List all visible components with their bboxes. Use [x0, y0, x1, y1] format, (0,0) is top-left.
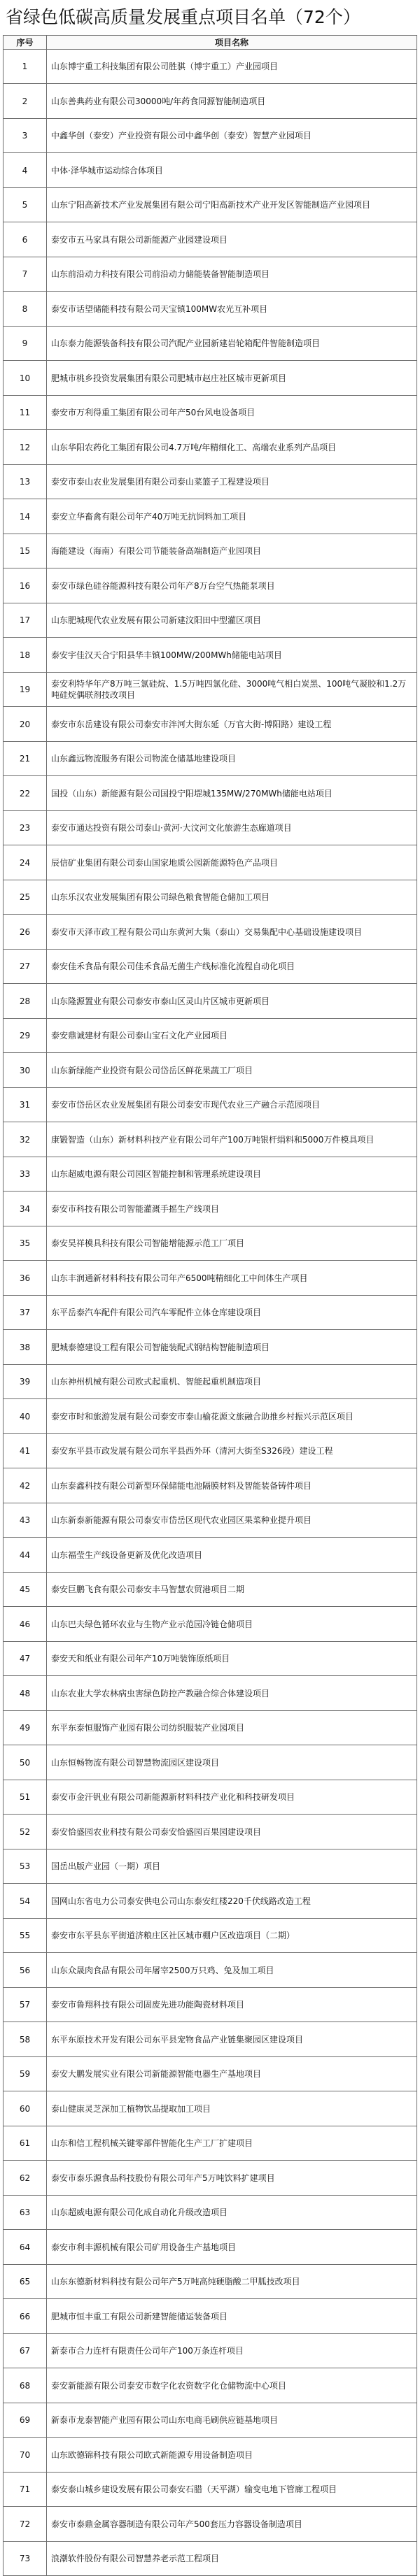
table-row	[4, 119, 417, 153]
project-name: 山东欧德锦科技有限公司欧式新能源专用设备制造项目	[47, 2438, 417, 2473]
project-name: 山东农业大学农林病虫害绿色防控产教融合综合体建设项目	[47, 1676, 417, 1711]
project-name: 中体·泽华城市运动综合体项目	[47, 153, 417, 188]
row-number: 25	[4, 880, 47, 915]
project-name: 肥城市桃乡投资发展集团有限公司肥城市赵庄社区城市更新项目	[47, 361, 417, 396]
row-number: 55	[4, 1919, 47, 1953]
table-row	[4, 742, 417, 776]
table-row	[4, 1157, 417, 1192]
project-name: 泰安佳禾食品有限公司佳禾食品无菌生产线标准化流程自动化项目	[47, 950, 417, 984]
table-row	[4, 880, 417, 915]
table-row	[4, 1192, 417, 1226]
row-number: 40	[4, 1399, 47, 1434]
row-number: 11	[4, 396, 47, 430]
row-number: 6	[4, 222, 47, 257]
row-number: 60	[4, 2091, 47, 2126]
row-number: 26	[4, 915, 47, 950]
project-name: 山东和信工程机械关键零部件智能化生产工厂扩建项目	[47, 2126, 417, 2161]
table-row	[4, 361, 417, 396]
table-row	[4, 1849, 417, 1884]
project-name: 泰安市金汗钒业有限公司新能源新材料科技产业化和科技研发项目	[47, 1780, 417, 1815]
table-row	[4, 188, 417, 222]
row-number: 71	[4, 2473, 47, 2507]
table-row	[4, 2334, 417, 2368]
row-number: 64	[4, 2230, 47, 2265]
project-name: 山东宁阳高新技术产业发展集团有限公司宁阳高新技术产业开发区智能制造产业园项目	[47, 188, 417, 222]
table-row	[4, 2473, 417, 2507]
table-row	[4, 811, 417, 845]
table-row	[4, 2022, 417, 2057]
project-name: 泰安鼎诚建材有限公司泰山宝石文化产业园项目	[47, 1019, 417, 1053]
table-row	[4, 603, 417, 638]
project-name: 泰安宇佳汉天合宁阳县华丰镇100MW/200MWh储能电站项目	[47, 638, 417, 673]
table-row	[4, 673, 417, 707]
row-number: 59	[4, 2057, 47, 2091]
row-number: 46	[4, 1607, 47, 1642]
table-row	[4, 1988, 417, 2022]
project-name: 泰安市泰乐源食品科技股份有限公司年产5万吨饮料扩建项目	[47, 2161, 417, 2196]
row-number: 41	[4, 1434, 47, 1468]
row-number: 28	[4, 984, 47, 1019]
project-name: 泰安泰山城乡建设发展有限公司泰安石腊（天平湖）输变电地下管廊工程项目	[47, 2473, 417, 2507]
project-name: 山东泰鑫科技有限公司新型环保储能电池隔膜材料及智能装备铸件项目	[47, 1468, 417, 1503]
project-name: 泰安巨鹏飞食有限公司泰安丰马智慧农贸港项目二期	[47, 1573, 417, 1607]
row-number: 56	[4, 1953, 47, 1988]
row-number: 16	[4, 568, 47, 603]
project-name: 山东福莹生产线设备更新及优化改造项目	[47, 1538, 417, 1573]
table-row	[4, 1434, 417, 1468]
project-name: 泰安市话望储能科技有限公司天宝镇100MW农光互补项目	[47, 292, 417, 327]
table-row	[4, 396, 417, 430]
row-number: 50	[4, 1745, 47, 1780]
row-number: 20	[4, 707, 47, 742]
table-row	[4, 2438, 417, 2473]
row-number: 14	[4, 499, 47, 534]
table-row	[4, 1019, 417, 1053]
table-header-row	[4, 36, 417, 50]
table-row	[4, 845, 417, 880]
project-name: 山东众晟肉食品有限公司年屠宰2500万只鸡、兔及加工项目	[47, 1953, 417, 1988]
table-row	[4, 776, 417, 811]
table-row	[4, 1088, 417, 1122]
project-name: 山东新绿能产业投资有限公司岱岳区鲜花果蔬工厂项目	[47, 1053, 417, 1088]
project-name: 泰安天和纸业有限公司年产10万吨装饰原纸项目	[47, 1642, 417, 1676]
project-name: 泰安市泰鼎金属容器制造有限公司年产500套压力容器设备制造项目	[47, 2507, 417, 2542]
table-row	[4, 1296, 417, 1330]
project-name: 肥城市恒丰重工有限公司新建智能储运装备项目	[47, 2299, 417, 2334]
project-name: 山东超威电源有限公司化成自动化升级改造项目	[47, 2196, 417, 2230]
row-number: 47	[4, 1642, 47, 1676]
table-row	[4, 292, 417, 327]
row-number: 21	[4, 742, 47, 776]
table-row	[4, 1711, 417, 1745]
row-number: 61	[4, 2126, 47, 2161]
row-number: 12	[4, 430, 47, 465]
row-number: 30	[4, 1053, 47, 1088]
table-row	[4, 1607, 417, 1642]
row-number: 72	[4, 2507, 47, 2542]
row-number: 70	[4, 2438, 47, 2473]
row-number: 37	[4, 1296, 47, 1330]
row-number: 9	[4, 327, 47, 361]
project-name: 海能建设（海南）有限公司节能装备高端制造产业园项目	[47, 534, 417, 568]
row-number: 52	[4, 1815, 47, 1849]
table-row	[4, 2265, 417, 2299]
table-row	[4, 1884, 417, 1919]
table-row	[4, 2299, 417, 2334]
project-name: 泰安市科技有限公司智能灌溉手摇生产线项目	[47, 1192, 417, 1226]
row-number: 27	[4, 950, 47, 984]
row-number: 54	[4, 1884, 47, 1919]
project-name: 东平岳泰汽车配件有限公司汽车零配件立体仓库建设项目	[47, 1296, 417, 1330]
project-name: 泰安大鹏发展实业有限公司新能源智能电器生产基地项目	[47, 2057, 417, 2091]
column-header-no: 序号	[4, 36, 47, 50]
row-number: 49	[4, 1711, 47, 1745]
table-row	[4, 1745, 417, 1780]
table-row	[4, 2507, 417, 2542]
project-name: 泰安昊祥模具科技有限公司智能增能源示范工厂项目	[47, 1226, 417, 1261]
project-name: 泰安立华畜禽有限公司年产40万吨无抗饲料加工项目	[47, 499, 417, 534]
row-number: 17	[4, 603, 47, 638]
table-row	[4, 222, 417, 257]
table-row	[4, 1468, 417, 1503]
row-number: 5	[4, 188, 47, 222]
table-row	[4, 950, 417, 984]
project-name: 泰安市五马家具有限公司新能源产业园建设项目	[47, 222, 417, 257]
table-row	[4, 1953, 417, 1988]
project-name: 山东泰力能源装备科技有限公司汽配产业园新建岩轮箱配件智能制造项目	[47, 327, 417, 361]
table-row	[4, 1815, 417, 1849]
row-number: 68	[4, 2368, 47, 2403]
table-row	[4, 534, 417, 568]
project-name: 泰安市泰山农业发展集团有限公司泰山菜篮子工程建设项目	[47, 465, 417, 499]
project-name: 山东神州机械有限公司欧式起重机、智能起重机制造项目	[47, 1365, 417, 1399]
project-name: 肥城泰德建设工程有限公司智能装配式钢结构智能制造项目	[47, 1330, 417, 1365]
project-name: 泰安东平县市政发展有限公司东平县西外环（清河大街至S326段）建设工程	[47, 1434, 417, 1468]
project-name: 泰安市时和旅游发展有限公司泰安市泰山榆花源文旅融合助推乡村振兴示范区项目	[47, 1399, 417, 1434]
row-number: 51	[4, 1780, 47, 1815]
table-row	[4, 257, 417, 292]
table-row	[4, 1122, 417, 1157]
project-name: 泰安市天泽市政工程有限公司山东黄河大集（泰山）交易集配中心基础设施建设项目	[47, 915, 417, 950]
project-name: 山东恒畅物流有限公司智慧物流园区建设项目	[47, 1745, 417, 1780]
table-row	[4, 327, 417, 361]
table-row	[4, 1642, 417, 1676]
row-number: 44	[4, 1538, 47, 1573]
project-name: 辰信矿业集团有限公司泰山国家地质公园新能源特色产品项目	[47, 845, 417, 880]
project-name: 山东华阳农药化工集团有限公司4.7万吨/年精细化工、高端农业系列产品项目	[47, 430, 417, 465]
table-row	[4, 1780, 417, 1815]
project-name: 山东新泰新能源有限公司泰安市岱岳区现代农业园区果菜种业提升项目	[47, 1503, 417, 1538]
row-number: 38	[4, 1330, 47, 1365]
page-title: 省绿色低碳高质量发展重点项目名单（72个）	[6, 7, 360, 27]
row-number: 13	[4, 465, 47, 499]
project-name: 山东博宇重工科技集团有限公司胜骐（博宇重工）产业园项目	[47, 50, 417, 84]
table-row	[4, 153, 417, 188]
table-row	[4, 1573, 417, 1607]
row-number: 31	[4, 1088, 47, 1122]
project-name: 泰安市绿色硅谷能源科技有限公司年产8万台空气热能泵项目	[47, 568, 417, 603]
row-number: 10	[4, 361, 47, 396]
table-row	[4, 2196, 417, 2230]
project-name: 泰安市通达投资有限公司泰山·黄河·大汶河文化旅游生态廊道项目	[47, 811, 417, 845]
row-number: 65	[4, 2265, 47, 2299]
row-number: 33	[4, 1157, 47, 1192]
table-row	[4, 984, 417, 1019]
project-name: 康锻智造（山东）新材料科技产业有限公司年产100万吨银杆绢料和5000万件模具项目	[47, 1122, 417, 1157]
row-number: 8	[4, 292, 47, 327]
row-number: 29	[4, 1019, 47, 1053]
project-name: 东平东泰恒服饰产业园有限公司纺织服装产业园项目	[47, 1711, 417, 1745]
project-name: 国投（山东）新能源有限公司国投宁阳堽城135MW/270MWh储能电站项目	[47, 776, 417, 811]
project-name: 山东前沿动力科技有限公司前沿动力储能装备智能制造项目	[47, 257, 417, 292]
row-number: 2	[4, 84, 47, 119]
table-row	[4, 1538, 417, 1573]
row-number: 32	[4, 1122, 47, 1157]
table-row	[4, 1676, 417, 1711]
column-header-name: 项目名称	[47, 36, 417, 50]
table-row	[4, 1053, 417, 1088]
row-number: 4	[4, 153, 47, 188]
row-number: 39	[4, 1365, 47, 1399]
row-number: 18	[4, 638, 47, 673]
table-row	[4, 638, 417, 673]
row-number: 69	[4, 2403, 47, 2438]
project-name: 泰安市万利得重工集团有限公司年产50台风电设备项目	[47, 396, 417, 430]
row-number: 3	[4, 119, 47, 153]
project-name: 泰安市利丰源机械有限公司矿用设备生产基地项目	[47, 2230, 417, 2265]
project-name: 国网山东省电力公司泰安供电公司山东泰安红楼220千伏线路改造工程	[47, 1884, 417, 1919]
row-number: 57	[4, 1988, 47, 2022]
project-name: 新泰市龙泰智能产业园有限公司山东电商毛刷供应链基地项目	[47, 2403, 417, 2438]
table-row	[4, 84, 417, 119]
project-name: 山东隆源置业有限公司泰安市泰山区灵山片区城市更新项目	[47, 984, 417, 1019]
table-row	[4, 1919, 417, 1953]
row-number: 62	[4, 2161, 47, 2196]
table-row	[4, 1399, 417, 1434]
row-number: 43	[4, 1503, 47, 1538]
row-number: 7	[4, 257, 47, 292]
table-row	[4, 568, 417, 603]
project-name: 泰安恰盛园农业科技有限公司泰安恰盛园百果园建设项目	[47, 1815, 417, 1849]
project-name: 新泰市合力连杆有限责任公司年产100万条连杆项目	[47, 2334, 417, 2368]
row-number: 35	[4, 1226, 47, 1261]
row-number: 45	[4, 1573, 47, 1607]
table-row	[4, 430, 417, 465]
project-name: 山东善典药业有限公司30000吨/年药食同源智能制造项目	[47, 84, 417, 119]
table-row	[4, 1261, 417, 1296]
row-number: 23	[4, 811, 47, 845]
row-number: 15	[4, 534, 47, 568]
row-number: 36	[4, 1261, 47, 1296]
project-name: 山东肥城现代农业发展有限公司新建汶阳田中型灌区项目	[47, 603, 417, 638]
project-name: 泰安市岱岳区农业发展集团有限公司泰安市现代农业三产融合示范园项目	[47, 1088, 417, 1122]
row-number: 73	[4, 2542, 47, 2576]
row-number: 22	[4, 776, 47, 811]
table-row	[4, 2230, 417, 2265]
project-name: 山东超威电源有限公司园区智能控制和管理系统建设项目	[47, 1157, 417, 1192]
table-row	[4, 1365, 417, 1399]
project-name: 山东鑫远物流服务有限公司物流仓储基地建设项目	[47, 742, 417, 776]
project-name: 东平东原技术开发有限公司东平县宠物食品产业链集聚园区建设项目	[47, 2022, 417, 2057]
row-number: 19	[4, 673, 47, 707]
table-row	[4, 1330, 417, 1365]
project-name: 中鑫华创（泰安）产业投资有限公司中鑫华创（泰安）智慧产业园项目	[47, 119, 417, 153]
project-name: 浪潮软件股份有限公司智慧养老示范工程项目	[47, 2542, 417, 2576]
project-name: 山东巴夫绿色循环农业与生物产业示范园冷链仓储项目	[47, 1607, 417, 1642]
table-body	[4, 50, 417, 2576]
table-row	[4, 2368, 417, 2403]
row-number: 48	[4, 1676, 47, 1711]
project-table	[3, 35, 417, 2576]
table-row	[4, 2161, 417, 2196]
row-number: 58	[4, 2022, 47, 2057]
table-row	[4, 499, 417, 534]
table-row	[4, 1226, 417, 1261]
project-name: 泰安利特华年产8万吨三氯硅烷、1.5万吨四氯化硅、3000吨气相白炭黑、100吨气凝胶和1.2万吨硅烷偶联剂技改项目	[47, 673, 417, 707]
table-row	[4, 2126, 417, 2161]
row-number: 53	[4, 1849, 47, 1884]
project-name: 泰山健康灵芝深加工植物饮品提取加工项目	[47, 2091, 417, 2126]
project-name: 山东东德新材料科技有限公司年产5万吨高纯硬脂酸二甲胍技改项目	[47, 2265, 417, 2299]
project-name: 山东乐汉农业发展集团有限公司绿色粮食智能仓储加工项目	[47, 880, 417, 915]
row-number: 66	[4, 2299, 47, 2334]
table-row	[4, 2542, 417, 2576]
row-number: 42	[4, 1468, 47, 1503]
project-name: 泰安市东岳建设有限公司泰安市泮河大街东延（万官大街-博阳路）建设工程	[47, 707, 417, 742]
table-row	[4, 1503, 417, 1538]
project-name: 泰安市东平县东平街道济粮庄区社区城市棚户区改造项目（二期）	[47, 1919, 417, 1953]
row-number: 67	[4, 2334, 47, 2368]
project-name: 泰安市鲁翔科技有限公司固废先进功能陶瓷材料项目	[47, 1988, 417, 2022]
table-row	[4, 2403, 417, 2438]
table-row	[4, 707, 417, 742]
table-row	[4, 2091, 417, 2126]
project-name: 国岳出版产业园（一期）项目	[47, 1849, 417, 1884]
table-row	[4, 915, 417, 950]
row-number: 63	[4, 2196, 47, 2230]
row-number: 1	[4, 50, 47, 84]
row-number: 34	[4, 1192, 47, 1226]
project-name: 山东丰润通新材料科技有限公司年产6500吨精细化工中间体生产项目	[47, 1261, 417, 1296]
row-number: 24	[4, 845, 47, 880]
table-row	[4, 2057, 417, 2091]
table-row	[4, 465, 417, 499]
project-name: 泰安新能源有限公司泰安市数字化农资数字化仓储物流中心项目	[47, 2368, 417, 2403]
table-row	[4, 50, 417, 84]
